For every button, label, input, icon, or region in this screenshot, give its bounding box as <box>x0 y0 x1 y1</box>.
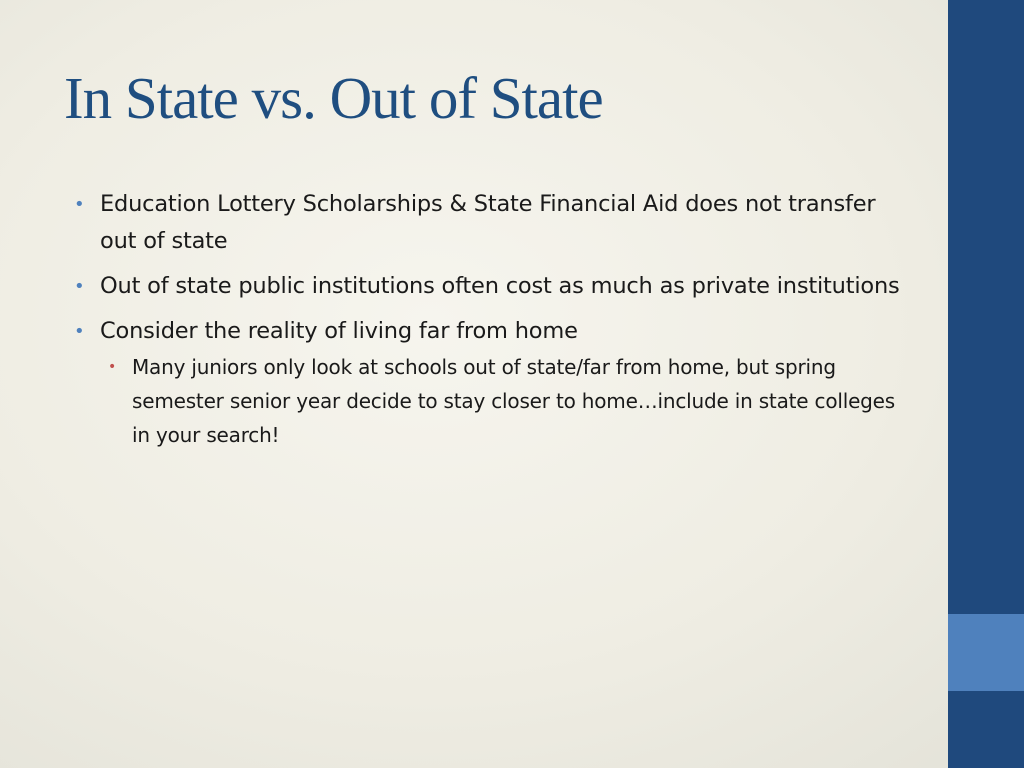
side-bar-accent-decoration <box>948 614 1024 691</box>
sub-bullet-icon: • <box>108 359 117 375</box>
bullet-list <box>72 186 912 453</box>
bullet-icon: • <box>74 321 85 342</box>
sub-bullet-list <box>100 350 912 452</box>
sub-bullet-text: Many juniors only look at schools out of state/far from home, but spring semester senior year decide to stay closer to home…include in state colleges in your search! <box>132 355 895 447</box>
slide-title: In State vs. Out of State <box>64 65 603 131</box>
bullet-item <box>72 313 912 452</box>
bullet-text: Education Lottery Scholarships & State Financial Aid does not transfer out of state <box>100 191 876 254</box>
bullet-text: Consider the reality of living far from home <box>100 318 578 344</box>
bullet-item <box>72 268 912 305</box>
bullet-icon: • <box>74 194 85 215</box>
bullet-item <box>72 186 912 260</box>
sub-bullet-item <box>100 350 912 452</box>
bullet-text: Out of state public institutions often cost as much as private institutions <box>100 273 900 299</box>
bullet-icon: • <box>74 276 85 297</box>
